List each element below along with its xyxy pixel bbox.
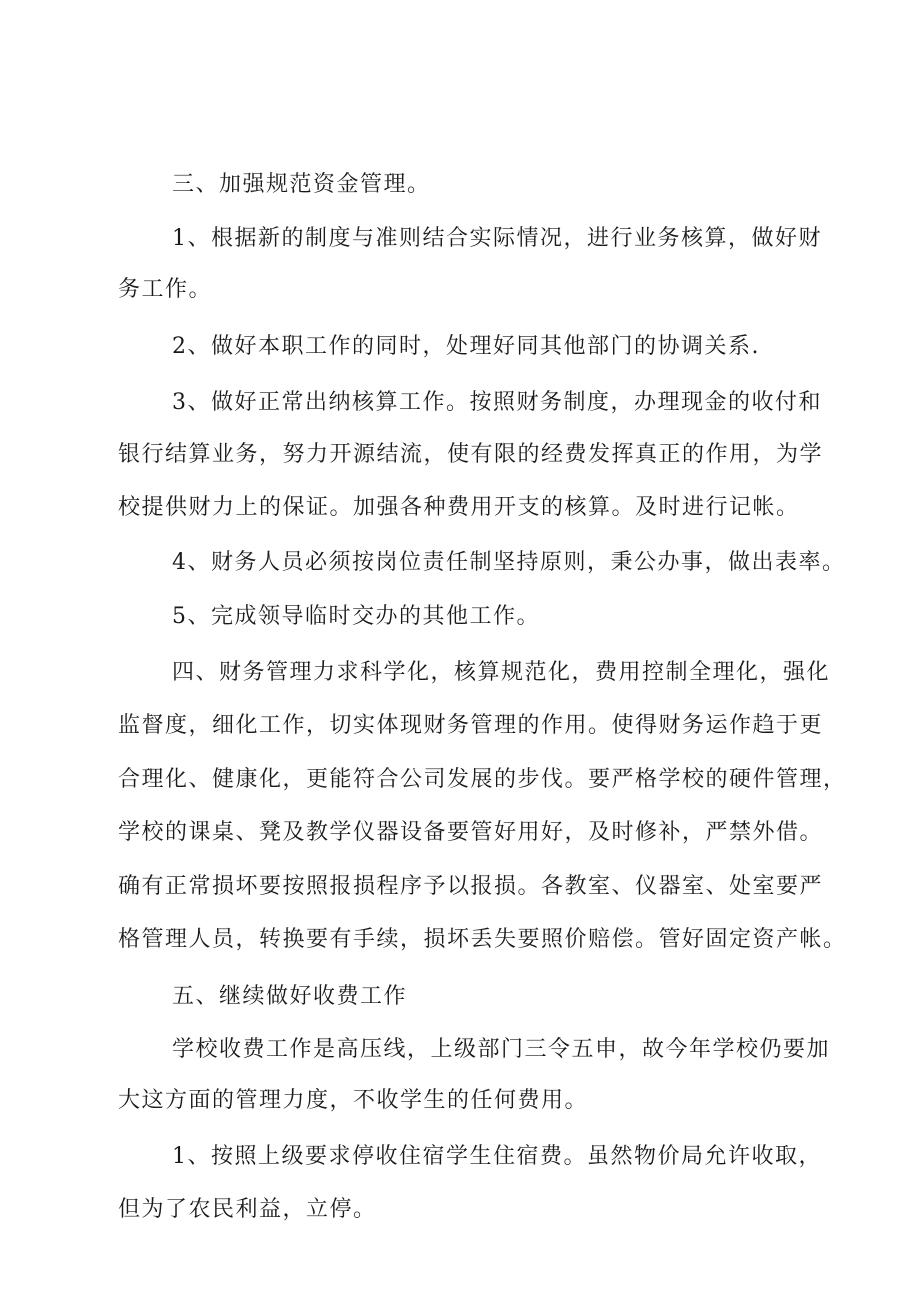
- paragraph-line: 5、完成领导临时交办的其他工作。: [172, 604, 540, 629]
- paragraph-line: 但为了农民利益，立停。: [118, 1197, 377, 1222]
- paragraph-line: 3、做好正常出纳核算工作。按照财务制度，办理现金的收付和: [172, 390, 822, 415]
- paragraph-line: 2、做好本职工作的同时，处理好同其他部门的协调关系.: [172, 334, 760, 359]
- paragraph-line: 1、根据新的制度与准则结合实际情况，进行业务核算，做好财: [172, 226, 822, 251]
- paragraph-line: 校提供财力上的保证。加强各种费用开支的核算。及时进行记帐。: [118, 495, 800, 520]
- paragraph-line: 学校的课桌、凳及教学仪器设备要管好用好，及时修补，严禁外借。: [118, 820, 824, 845]
- paragraph-line: 务工作。: [118, 277, 213, 302]
- paragraph-line: 合理化、健康化，更能符合公司发展的步伐。要严格学校的硬件管理，: [118, 767, 847, 792]
- paragraph-line: 大这方面的管理力度，不收学生的任何费用。: [118, 1088, 589, 1113]
- paragraph-line: 1、按照上级要求停收住宿学生住宿费。虽然物价局允许收取，: [172, 1144, 822, 1169]
- heading-section-4: 四、财务管理力求科学化，核算规范化，费用控制全理化，强化: [172, 660, 831, 685]
- paragraph-line: 确有正常损坏要按照报损程序予以报损。各教室、仪器室、处室要严: [118, 874, 824, 899]
- paragraph-line: 4、财务人员必须按岗位责任制坚持原则，秉公办事，做出表率。: [172, 550, 846, 575]
- paragraph-line: 学校收费工作是高压线，上级部门三令五申，故今年学校仍要加: [172, 1037, 831, 1062]
- paragraph-line: 监督度，细化工作，切实体现财务管理的作用。使得财务运作趋于更: [118, 713, 824, 738]
- paragraph-line: 格管理人员，转换要有手续，损坏丢失要照价赔偿。管好固定资产帐。: [118, 927, 847, 952]
- heading-section-3: 三、加强规范资金管理。: [172, 172, 431, 197]
- paragraph-line: 银行结算业务，努力开源结流，使有限的经费发挥真正的作用，为学: [118, 442, 824, 467]
- heading-section-5: 五、继续做好收费工作: [172, 984, 408, 1009]
